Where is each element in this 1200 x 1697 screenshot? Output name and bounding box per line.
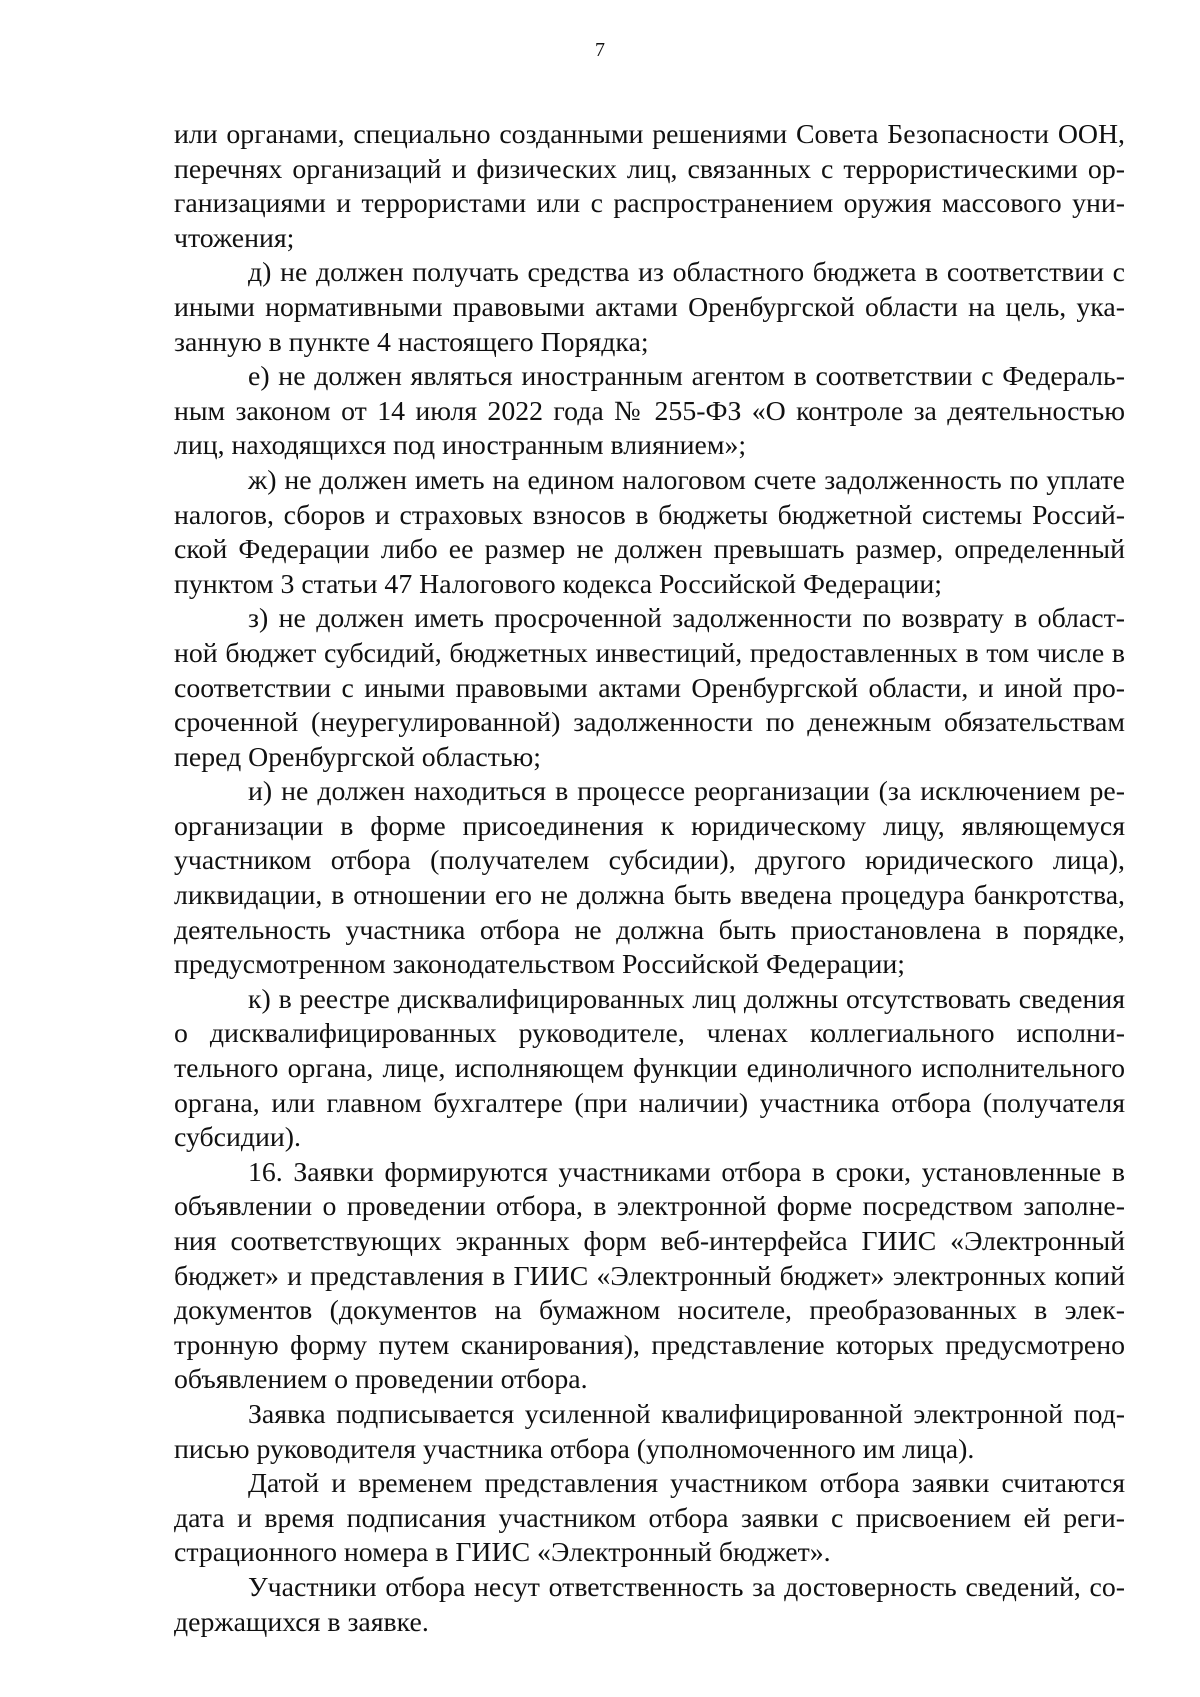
paragraph-continuation: или органами, специально созданными решениями Совета Безопасности ООН, перечнях организаций и физических лиц, связанных с террористическими организациями и террористами или с распространением оружия массового уничтожения; [174, 119, 1125, 254]
paragraph-item-z: з) не должен иметь просроченной задолженности по возврату в областной бюджет субсидий, бюджетных инвестиций, предоставленных в том числе в соответствии с иными правовыми актами Оренбургской области, и иной просроченной (неурегулированной) задолженности по денежным обязательствам перед Оренбургской областью; [174, 603, 1125, 773]
page-number: 7 [595, 39, 605, 61]
paragraph-item-e: е) не должен являться иностранным агентом в соответствии с Федеральным законом от 14 июля 2022 года № 255-ФЗ «О контроле за деятельностью лиц, находящихся под иностранным влиянием»; [174, 361, 1125, 462]
paragraph-signature: Заявка подписывается усиленной квалифицированной электронной подписью руководителя участника отбора (уполномоченного им лица). [174, 1398, 1125, 1465]
paragraph-item-zh: ж) не должен иметь на едином налоговом счете задолженность по уплате налогов, сборов и страховых взносов в бюджеты бюджетной системы Российской Федерации либо ее размер не должен превышать размер, определенный пунктом 3 статьи 47 Налогового кодекса Российской Федерации; [174, 464, 1125, 600]
paragraph-responsibility: Участники отбора несут ответственность за достоверность сведений, содержащихся в заявке. [174, 1571, 1125, 1638]
paragraph-submission-date: Датой и временем представления участником отбора заявки считаются дата и время подписания участником отбора заявки с присвоением ей регистрационного номера в ГИИС «Электронный бюджет». [174, 1468, 1125, 1569]
paragraph-clause-16: 16. Заявки формируются участниками отбора в сроки, установленные в объявлении о проведении отбора, в электронной форме посредством заполнения соответствующих экранных форм веб-интерфейса ГИИС «Электронный бюджет» и представления в ГИИС «Электронный бюджет» электронных копий документов (документов на бумажном носителе, преобразованных в электронную форму путем сканирования), представление которых предусмотрено объявлением о проведении отбора. [174, 1156, 1125, 1396]
document-body [174, 118, 1125, 1640]
paragraph-item-i: и) не должен находиться в процессе реорганизации (за исключением реорганизации в форме присоединения к юридическому лицу, являющемуся участником отбора (получателем субсидии), другого юридического лица), ликвидации, в отношении его не должна быть введена процедура банкротства, деятельность участника отбора не должна быть приостановлена в порядке, предусмотренном законодательством Российской Федерации; [174, 776, 1125, 981]
paragraph-item-k: к) в реестре дисквалифицированных лиц должны отсутствовать сведения о дисквалифицированных руководителе, членах коллегиального исполнительного органа, лице, исполняющем функции единоличного исполнительного органа, или главном бухгалтере (при наличии) участника отбора (получателя субсидии). [174, 983, 1125, 1154]
paragraph-item-d: д) не должен получать средства из областного бюджета в соответствии с иными нормативными правовыми актами Оренбургской области на цель, указанную в пункте 4 настоящего Порядка; [174, 257, 1125, 358]
